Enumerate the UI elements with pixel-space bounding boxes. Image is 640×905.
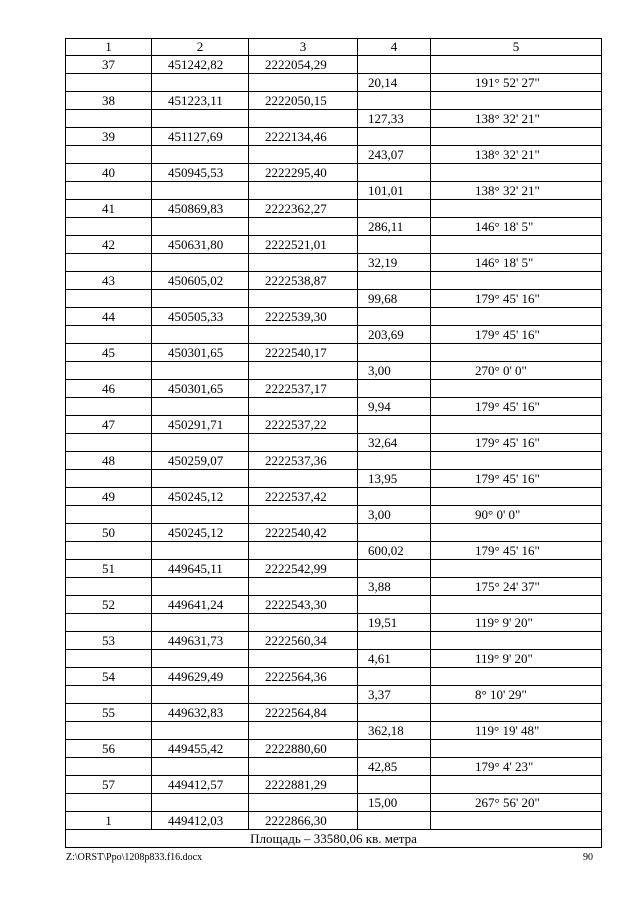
coordinate-y: 2222543,30 (249, 596, 358, 614)
empty-cell (249, 650, 358, 668)
empty-cell (358, 92, 431, 110)
empty-cell (152, 254, 249, 272)
point-row (66, 92, 602, 110)
direction-angle: 179° 45' 16" (431, 470, 602, 488)
coordinate-x: 449641,24 (152, 596, 249, 614)
empty-cell (249, 506, 358, 524)
empty-cell (431, 380, 602, 398)
coordinate-y: 2222537,42 (249, 488, 358, 506)
empty-cell (249, 218, 358, 236)
empty-cell (431, 488, 602, 506)
point-row (66, 776, 602, 794)
coordinate-x: 450631,80 (152, 236, 249, 254)
point-number: 48 (66, 452, 152, 470)
empty-cell (66, 542, 152, 560)
empty-cell (431, 92, 602, 110)
empty-cell (152, 290, 249, 308)
point-number: 50 (66, 524, 152, 542)
empty-cell (431, 308, 602, 326)
coordinate-x: 449412,03 (152, 812, 249, 830)
coordinate-x: 449631,73 (152, 632, 249, 650)
empty-cell (431, 740, 602, 758)
point-row (66, 704, 602, 722)
empty-cell (152, 650, 249, 668)
empty-cell (431, 344, 602, 362)
segment-length: 3,88 (358, 578, 431, 596)
point-number: 46 (66, 380, 152, 398)
empty-cell (431, 236, 602, 254)
coordinate-y: 2222134,46 (249, 128, 358, 146)
empty-cell (431, 272, 602, 290)
empty-cell (358, 164, 431, 182)
coordinate-y: 2222560,34 (249, 632, 358, 650)
point-row (66, 488, 602, 506)
empty-cell (66, 290, 152, 308)
empty-cell (66, 794, 152, 812)
point-row (66, 416, 602, 434)
point-number: 39 (66, 128, 152, 146)
empty-cell (66, 110, 152, 128)
segment-row (66, 614, 602, 632)
empty-cell (249, 614, 358, 632)
empty-cell (66, 686, 152, 704)
point-row (66, 236, 602, 254)
empty-cell (249, 326, 358, 344)
empty-cell (358, 704, 431, 722)
segment-length: 286,11 (358, 218, 431, 236)
empty-cell (152, 110, 249, 128)
empty-cell (152, 326, 249, 344)
empty-cell (249, 146, 358, 164)
coordinate-x: 450505,33 (152, 308, 249, 326)
direction-angle: 179° 45' 16" (431, 542, 602, 560)
coordinate-y: 2222539,30 (249, 308, 358, 326)
segment-length: 13,95 (358, 470, 431, 488)
direction-angle: 179° 4' 23" (431, 758, 602, 776)
point-number: 42 (66, 236, 152, 254)
segment-row (66, 578, 602, 596)
segment-row (66, 146, 602, 164)
empty-cell (249, 758, 358, 776)
segment-row (66, 470, 602, 488)
empty-cell (358, 560, 431, 578)
point-number: 54 (66, 668, 152, 686)
direction-angle: 179° 45' 16" (431, 326, 602, 344)
point-row (66, 164, 602, 182)
coordinate-y: 2222540,42 (249, 524, 358, 542)
empty-cell (358, 236, 431, 254)
empty-cell (358, 524, 431, 542)
empty-cell (358, 668, 431, 686)
header-col-4: 4 (358, 39, 431, 56)
point-number: 47 (66, 416, 152, 434)
segment-length: 3,00 (358, 506, 431, 524)
empty-cell (152, 794, 249, 812)
coordinate-x: 451242,82 (152, 56, 249, 74)
point-number: 55 (66, 704, 152, 722)
point-row (66, 200, 602, 218)
empty-cell (152, 146, 249, 164)
point-number: 1 (66, 812, 152, 830)
empty-cell (66, 650, 152, 668)
coordinate-y: 2222542,99 (249, 560, 358, 578)
coordinate-y: 2222362,27 (249, 200, 358, 218)
coordinate-x: 450301,65 (152, 380, 249, 398)
empty-cell (431, 812, 602, 830)
direction-angle: 138° 32' 21" (431, 146, 602, 164)
empty-cell (431, 776, 602, 794)
coordinate-x: 450245,12 (152, 488, 249, 506)
coordinate-y: 2222537,22 (249, 416, 358, 434)
empty-cell (431, 200, 602, 218)
empty-cell (66, 398, 152, 416)
point-row (66, 812, 602, 830)
segment-length: 101,01 (358, 182, 431, 200)
point-number: 56 (66, 740, 152, 758)
empty-cell (152, 542, 249, 560)
empty-cell (152, 362, 249, 380)
segment-row (66, 758, 602, 776)
coordinate-y: 2222537,17 (249, 380, 358, 398)
footer-file-path: Z:\ORST\Ppo\1208p833.f16.docx (66, 852, 203, 863)
empty-cell (152, 686, 249, 704)
point-row (66, 380, 602, 398)
segment-length: 20,14 (358, 74, 431, 92)
coordinate-y: 2222050,15 (249, 92, 358, 110)
empty-cell (152, 74, 249, 92)
empty-cell (358, 272, 431, 290)
header-col-3: 3 (249, 39, 358, 56)
empty-cell (358, 740, 431, 758)
empty-cell (358, 488, 431, 506)
empty-cell (249, 110, 358, 128)
coordinate-x: 451223,11 (152, 92, 249, 110)
point-number: 57 (66, 776, 152, 794)
empty-cell (66, 758, 152, 776)
segment-row (66, 686, 602, 704)
header-row (66, 39, 602, 56)
coordinate-y: 2222054,29 (249, 56, 358, 74)
segment-row (66, 362, 602, 380)
segment-row (66, 182, 602, 200)
segment-row (66, 110, 602, 128)
segment-row (66, 326, 602, 344)
segment-length: 99,68 (358, 290, 431, 308)
coordinate-y: 2222521,01 (249, 236, 358, 254)
empty-cell (249, 254, 358, 272)
empty-cell (249, 182, 358, 200)
point-row (66, 596, 602, 614)
segment-row (66, 218, 602, 236)
coordinate-x: 449645,11 (152, 560, 249, 578)
coordinate-y: 2222540,17 (249, 344, 358, 362)
point-row (66, 560, 602, 578)
empty-cell (152, 758, 249, 776)
point-row (66, 668, 602, 686)
coordinate-x: 451127,69 (152, 128, 249, 146)
empty-cell (66, 362, 152, 380)
coordinate-x: 450869,83 (152, 200, 249, 218)
direction-angle: 267° 56' 20" (431, 794, 602, 812)
empty-cell (152, 182, 249, 200)
empty-cell (358, 776, 431, 794)
empty-cell (66, 506, 152, 524)
point-row (66, 740, 602, 758)
empty-cell (152, 614, 249, 632)
empty-cell (358, 380, 431, 398)
empty-cell (152, 722, 249, 740)
coordinate-y: 2222564,84 (249, 704, 358, 722)
empty-cell (431, 524, 602, 542)
coordinate-x: 449412,57 (152, 776, 249, 794)
empty-cell (66, 578, 152, 596)
direction-angle: 90° 0' 0" (431, 506, 602, 524)
point-number: 51 (66, 560, 152, 578)
segment-row (66, 506, 602, 524)
empty-cell (152, 398, 249, 416)
segment-length: 32,64 (358, 434, 431, 452)
empty-cell (431, 56, 602, 74)
empty-cell (249, 542, 358, 560)
total-area: Площадь – 33580,06 кв. метра (66, 830, 602, 848)
point-row (66, 308, 602, 326)
empty-cell (431, 596, 602, 614)
segment-row (66, 398, 602, 416)
coordinate-y: 2222881,29 (249, 776, 358, 794)
point-number: 41 (66, 200, 152, 218)
point-number: 52 (66, 596, 152, 614)
empty-cell (358, 596, 431, 614)
direction-angle: 119° 19' 48" (431, 722, 602, 740)
empty-cell (431, 668, 602, 686)
segment-length: 3,37 (358, 686, 431, 704)
empty-cell (431, 704, 602, 722)
empty-cell (358, 452, 431, 470)
segment-length: 32,19 (358, 254, 431, 272)
point-row (66, 128, 602, 146)
empty-cell (249, 578, 358, 596)
segment-length: 203,69 (358, 326, 431, 344)
direction-angle: 179° 45' 16" (431, 434, 602, 452)
empty-cell (358, 56, 431, 74)
point-row (66, 56, 602, 74)
segment-row (66, 650, 602, 668)
coordinate-y: 2222880,60 (249, 740, 358, 758)
empty-cell (358, 308, 431, 326)
coordinate-x: 449629,49 (152, 668, 249, 686)
segment-length: 9,94 (358, 398, 431, 416)
direction-angle: 8° 10' 29" (431, 686, 602, 704)
point-row (66, 632, 602, 650)
coordinate-y: 2222537,36 (249, 452, 358, 470)
empty-cell (152, 218, 249, 236)
empty-cell (249, 686, 358, 704)
point-row (66, 344, 602, 362)
direction-angle: 138° 32' 21" (431, 110, 602, 128)
coordinate-x: 450245,12 (152, 524, 249, 542)
coordinate-y: 2222866,30 (249, 812, 358, 830)
segment-row (66, 290, 602, 308)
point-number: 49 (66, 488, 152, 506)
empty-cell (66, 218, 152, 236)
empty-cell (431, 632, 602, 650)
empty-cell (66, 146, 152, 164)
empty-cell (249, 470, 358, 488)
segment-length: 15,00 (358, 794, 431, 812)
segment-length: 600,02 (358, 542, 431, 560)
point-number: 37 (66, 56, 152, 74)
coordinate-x: 450605,02 (152, 272, 249, 290)
direction-angle: 179° 45' 16" (431, 398, 602, 416)
empty-cell (249, 722, 358, 740)
coordinate-y: 2222564,36 (249, 668, 358, 686)
point-number: 38 (66, 92, 152, 110)
empty-cell (249, 290, 358, 308)
point-row (66, 524, 602, 542)
empty-cell (249, 398, 358, 416)
empty-cell (358, 128, 431, 146)
empty-cell (431, 128, 602, 146)
empty-cell (66, 326, 152, 344)
coordinates-table (65, 38, 602, 848)
point-row (66, 452, 602, 470)
direction-angle: 191° 52' 27" (431, 74, 602, 92)
header-col-1: 1 (66, 39, 152, 56)
empty-cell (249, 74, 358, 92)
segment-row (66, 722, 602, 740)
empty-cell (431, 560, 602, 578)
direction-angle: 175° 24' 37" (431, 578, 602, 596)
segment-length: 19,51 (358, 614, 431, 632)
segment-length: 362,18 (358, 722, 431, 740)
empty-cell (66, 182, 152, 200)
header-col-5: 5 (431, 39, 602, 56)
coordinate-x: 450291,71 (152, 416, 249, 434)
empty-cell (431, 452, 602, 470)
segment-length: 127,33 (358, 110, 431, 128)
segment-row (66, 434, 602, 452)
segment-row (66, 74, 602, 92)
empty-cell (358, 200, 431, 218)
point-number: 53 (66, 632, 152, 650)
segment-row (66, 542, 602, 560)
coordinate-x: 450259,07 (152, 452, 249, 470)
point-number: 44 (66, 308, 152, 326)
direction-angle: 138° 32' 21" (431, 182, 602, 200)
point-number: 43 (66, 272, 152, 290)
footer-page-number: 90 (583, 852, 593, 863)
coordinate-x: 449455,42 (152, 740, 249, 758)
empty-cell (358, 344, 431, 362)
empty-cell (358, 812, 431, 830)
empty-cell (431, 416, 602, 434)
direction-angle: 146° 18' 5" (431, 254, 602, 272)
coordinate-x: 450301,65 (152, 344, 249, 362)
direction-angle: 270° 0' 0" (431, 362, 602, 380)
header-col-2: 2 (152, 39, 249, 56)
direction-angle: 179° 45' 16" (431, 290, 602, 308)
empty-cell (152, 506, 249, 524)
segment-length: 42,85 (358, 758, 431, 776)
empty-cell (66, 470, 152, 488)
empty-cell (358, 416, 431, 434)
empty-cell (66, 614, 152, 632)
coordinate-x: 449632,83 (152, 704, 249, 722)
empty-cell (152, 434, 249, 452)
direction-angle: 119° 9' 20" (431, 614, 602, 632)
point-number: 45 (66, 344, 152, 362)
segment-row (66, 794, 602, 812)
segment-row (66, 254, 602, 272)
empty-cell (249, 362, 358, 380)
area-row (66, 830, 602, 848)
empty-cell (66, 434, 152, 452)
empty-cell (249, 794, 358, 812)
segment-length: 3,00 (358, 362, 431, 380)
empty-cell (358, 632, 431, 650)
empty-cell (431, 164, 602, 182)
coordinate-x: 450945,53 (152, 164, 249, 182)
empty-cell (152, 578, 249, 596)
direction-angle: 146° 18' 5" (431, 218, 602, 236)
segment-length: 243,07 (358, 146, 431, 164)
direction-angle: 119° 9' 20" (431, 650, 602, 668)
point-row (66, 272, 602, 290)
empty-cell (66, 722, 152, 740)
segment-length: 4,61 (358, 650, 431, 668)
coordinate-y: 2222538,87 (249, 272, 358, 290)
coordinate-y: 2222295,40 (249, 164, 358, 182)
empty-cell (152, 470, 249, 488)
empty-cell (66, 74, 152, 92)
point-number: 40 (66, 164, 152, 182)
empty-cell (249, 434, 358, 452)
empty-cell (66, 254, 152, 272)
